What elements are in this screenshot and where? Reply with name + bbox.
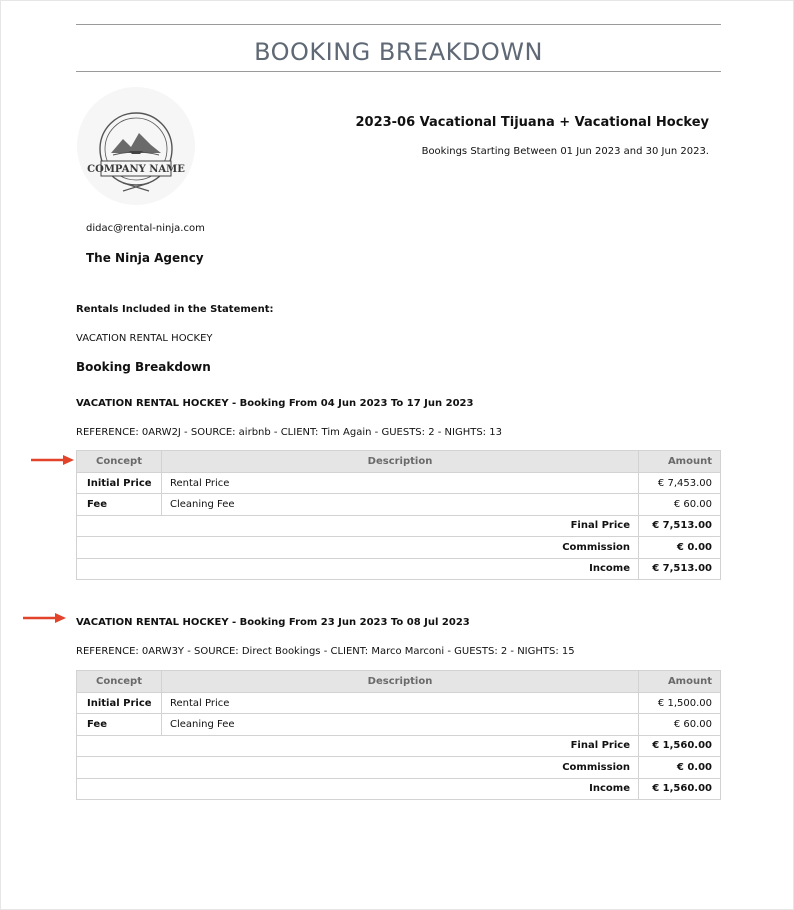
header-concept: Concept bbox=[77, 671, 162, 693]
row-amount: € 60.00 bbox=[639, 494, 721, 515]
booking-breakdown-table bbox=[76, 450, 721, 580]
row-concept: Fee bbox=[77, 714, 162, 735]
total-label: Final Price bbox=[77, 515, 639, 536]
logo-emblem-icon bbox=[77, 87, 195, 205]
row-amount: € 1,500.00 bbox=[639, 693, 721, 714]
total-label: Income bbox=[77, 778, 639, 799]
header-description: Description bbox=[162, 671, 639, 693]
row-description: Rental Price bbox=[162, 473, 639, 494]
table-row bbox=[77, 693, 721, 714]
total-row bbox=[77, 515, 721, 536]
header-concept: Concept bbox=[77, 451, 162, 473]
table-header-row bbox=[77, 671, 721, 693]
table-row bbox=[77, 473, 721, 494]
header-description: Description bbox=[162, 451, 639, 473]
total-row bbox=[77, 778, 721, 799]
row-amount: € 60.00 bbox=[639, 714, 721, 735]
total-amount: € 1,560.00 bbox=[639, 778, 721, 799]
booking-heading: VACATION RENTAL HOCKEY - Booking From 04 Jun 2023 To 17 Jun 2023 bbox=[76, 398, 474, 409]
logo-text: COMPANY NAME bbox=[87, 164, 185, 175]
total-label: Commission bbox=[77, 757, 639, 778]
total-row bbox=[77, 558, 721, 579]
row-concept: Initial Price bbox=[77, 693, 162, 714]
total-label: Income bbox=[77, 558, 639, 579]
total-amount: € 0.00 bbox=[639, 537, 721, 558]
agency-name: The Ninja Agency bbox=[86, 251, 204, 265]
section-heading: Booking Breakdown bbox=[76, 360, 211, 374]
agency-email: didac@rental-ninja.com bbox=[86, 223, 205, 234]
rental-name: VACATION RENTAL HOCKEY bbox=[76, 333, 213, 344]
total-row bbox=[77, 757, 721, 778]
row-amount: € 7,453.00 bbox=[639, 473, 721, 494]
row-description: Cleaning Fee bbox=[162, 494, 639, 515]
table-row bbox=[77, 494, 721, 515]
row-description: Rental Price bbox=[162, 693, 639, 714]
total-label: Final Price bbox=[77, 735, 639, 756]
total-row bbox=[77, 537, 721, 558]
table-header-row bbox=[77, 451, 721, 473]
page-title: BOOKING BREAKDOWN bbox=[254, 38, 543, 66]
table-row bbox=[77, 714, 721, 735]
booking-reference: REFERENCE: 0ARW2J - SOURCE: airbnb - CLIENT: Tim Again - GUESTS: 2 - NIGHTS: 13 bbox=[76, 427, 502, 438]
header-amount: Amount bbox=[639, 671, 721, 693]
header-amount: Amount bbox=[639, 451, 721, 473]
report-name: 2023-06 Vacational Tijuana + Vacational Hockey bbox=[355, 115, 709, 130]
booking-reference: REFERENCE: 0ARW3Y - SOURCE: Direct Bookings - CLIENT: Marco Marconi - GUESTS: 2 - NIGHTS: 15 bbox=[76, 646, 575, 657]
red-arrow-icon bbox=[21, 612, 67, 624]
row-description: Cleaning Fee bbox=[162, 714, 639, 735]
booking-heading: VACATION RENTAL HOCKEY - Booking From 23 Jun 2023 To 08 Jul 2023 bbox=[76, 617, 470, 628]
rentals-heading: Rentals Included in the Statement: bbox=[76, 304, 274, 315]
title-bar bbox=[76, 24, 721, 72]
report-date-range: Bookings Starting Between 01 Jun 2023 and 30 Jun 2023. bbox=[421, 146, 709, 157]
total-amount: € 1,560.00 bbox=[639, 735, 721, 756]
row-concept: Fee bbox=[77, 494, 162, 515]
booking-breakdown-table bbox=[76, 670, 721, 800]
red-arrow-icon bbox=[29, 454, 75, 466]
total-amount: € 7,513.00 bbox=[639, 558, 721, 579]
company-logo bbox=[77, 87, 195, 205]
total-amount: € 7,513.00 bbox=[639, 515, 721, 536]
row-concept: Initial Price bbox=[77, 473, 162, 494]
total-amount: € 0.00 bbox=[639, 757, 721, 778]
total-row bbox=[77, 735, 721, 756]
total-label: Commission bbox=[77, 537, 639, 558]
